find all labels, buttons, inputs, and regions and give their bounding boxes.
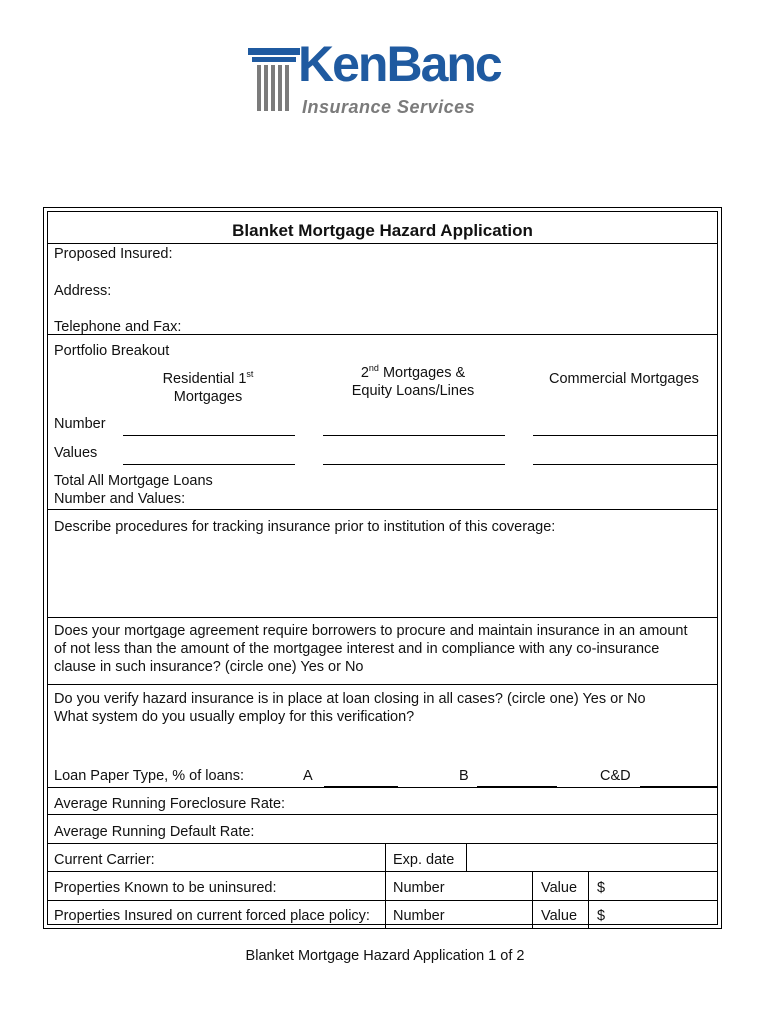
second-mortgages-header bbox=[338, 364, 488, 400]
form-title: Blanket Mortgage Hazard Application bbox=[232, 221, 533, 240]
agreement-line1: Does your mortgage agreement require borrowers to procure and maintain insurance in an amount bbox=[54, 623, 688, 639]
verify-line2: What system do you usually employ for this verification? bbox=[54, 709, 415, 725]
commercial-number-field[interactable] bbox=[533, 435, 718, 436]
loan-paper-label: Loan Paper Type, % of loans: bbox=[54, 768, 244, 784]
kenbanc-logo bbox=[248, 36, 538, 120]
divider bbox=[48, 334, 717, 335]
commercial-values-field[interactable] bbox=[533, 464, 718, 465]
application-form bbox=[43, 207, 722, 929]
forced-number-label: Number bbox=[393, 908, 445, 924]
uninsured-value-label: Value bbox=[541, 880, 578, 896]
divider bbox=[48, 814, 717, 815]
forced-dollar: $ bbox=[597, 908, 606, 924]
number-label: Number bbox=[54, 416, 106, 432]
agreement-line3: clause in such insurance? (circle one) Yes or No bbox=[54, 659, 364, 675]
portfolio-breakout-label: Portfolio Breakout bbox=[54, 343, 170, 359]
loan-a-label: A bbox=[303, 768, 313, 784]
column-divider bbox=[385, 843, 386, 929]
page-footer: Blanket Mortgage Hazard Application 1 of 2 bbox=[245, 948, 525, 964]
divider bbox=[48, 787, 717, 788]
foreclosure-rate-label: Average Running Foreclosure Rate: bbox=[54, 796, 286, 812]
second-values-field[interactable] bbox=[323, 464, 505, 465]
col2-line1: Mortgages & bbox=[378, 365, 466, 381]
column-divider bbox=[466, 843, 467, 871]
agreement-line2: of not less than the amount of the mortgagee interest and in compliance with any co-insurance bbox=[54, 641, 660, 657]
total-loans-line1: Total All Mortgage Loans bbox=[54, 473, 213, 489]
divider bbox=[48, 843, 717, 844]
verify-line1: Do you verify hazard insurance is in place at loan closing in all cases? (circle one) Yes or No bbox=[54, 691, 646, 707]
divider bbox=[48, 617, 717, 618]
divider bbox=[48, 900, 717, 901]
col1-line1: Residential 1 bbox=[162, 371, 247, 387]
logo-brand: KenBanc bbox=[298, 36, 501, 92]
col1-line2: Mortgages bbox=[173, 389, 243, 405]
residential-mortgages-header bbox=[148, 370, 268, 406]
uninsured-label: Properties Known to be uninsured: bbox=[54, 880, 277, 896]
forced-value-label: Value bbox=[541, 908, 578, 924]
address-label: Address: bbox=[54, 283, 112, 299]
col2-sup: nd bbox=[368, 363, 379, 374]
values-label: Values bbox=[54, 445, 98, 461]
tracking-procedures-label: Describe procedures for tracking insurance prior to institution of this coverage: bbox=[54, 519, 556, 535]
divider bbox=[48, 509, 717, 510]
residential-values-field[interactable] bbox=[123, 464, 295, 465]
residential-number-field[interactable] bbox=[123, 435, 295, 436]
uninsured-dollar: $ bbox=[597, 880, 606, 896]
divider bbox=[48, 684, 717, 685]
loan-cd-label: C&D bbox=[600, 768, 631, 784]
uninsured-number-label: Number bbox=[393, 880, 445, 896]
logo-subtitle: Insurance Services bbox=[302, 97, 476, 117]
divider bbox=[48, 243, 717, 244]
pillar-icon bbox=[248, 48, 300, 116]
form-inner-border bbox=[47, 211, 718, 925]
proposed-insured-label: Proposed Insured: bbox=[54, 246, 173, 262]
telephone-fax-label: Telephone and Fax: bbox=[54, 319, 182, 335]
col1-sup: st bbox=[246, 369, 254, 380]
exp-date-label: Exp. date bbox=[393, 852, 455, 868]
current-carrier-label: Current Carrier: bbox=[54, 852, 155, 868]
commercial-mortgages-header: Commercial Mortgages bbox=[549, 371, 699, 387]
loan-b-label: B bbox=[459, 768, 469, 784]
divider bbox=[48, 871, 717, 872]
default-rate-label: Average Running Default Rate: bbox=[54, 824, 255, 840]
total-loans-line2: Number and Values: bbox=[54, 491, 186, 507]
col2-num: 2 bbox=[360, 365, 369, 381]
forced-place-label: Properties Insured on current forced place policy: bbox=[54, 908, 370, 924]
col2-line2: Equity Loans/Lines bbox=[351, 383, 475, 399]
second-number-field[interactable] bbox=[323, 435, 505, 436]
